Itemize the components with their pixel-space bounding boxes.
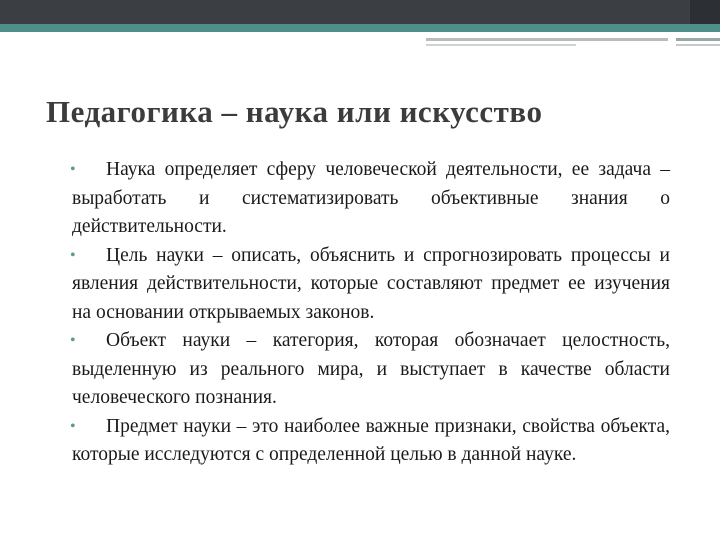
- bullet-text: Предмет науки – это наиболее важные признаки, свойства объекта, которые исследуются с определенной целью в данной науке.: [72, 415, 670, 465]
- bullet-icon: •: [70, 417, 76, 435]
- bullet-text: Цель науки – описать, объяснить и спрогнозировать процессы и явления действительности, которые составляют предмет ее изучения на основании открываемых законов.: [72, 244, 670, 323]
- bullet-icon: •: [70, 246, 76, 264]
- bullet-icon: •: [70, 332, 76, 349]
- decorative-line: [426, 44, 576, 46]
- slide-body: [72, 156, 670, 470]
- slide-title: Педагогика – наука или искусство: [46, 94, 543, 129]
- decorative-line: [676, 38, 720, 41]
- bullet-item: [72, 156, 670, 242]
- header-band: [0, 0, 720, 24]
- bullet-text: Объект науки – категория, которая обозначает целостность, выделенную из реального мира, и выступает в качестве области человеческого познания.: [72, 330, 670, 408]
- header-accent-rule: [0, 24, 720, 32]
- bullet-item: [72, 242, 670, 328]
- header-band-corner: [690, 0, 720, 24]
- bullet-item: [72, 327, 670, 413]
- bullet-icon: •: [70, 161, 76, 178]
- decorative-line: [676, 44, 720, 46]
- bullet-text: Наука определяет сферу человеческой деятельности, ее задача – выработать и систематизировать объективные знания о действительности.: [72, 159, 670, 237]
- bullet-item: [72, 413, 670, 470]
- decorative-line: [426, 38, 668, 41]
